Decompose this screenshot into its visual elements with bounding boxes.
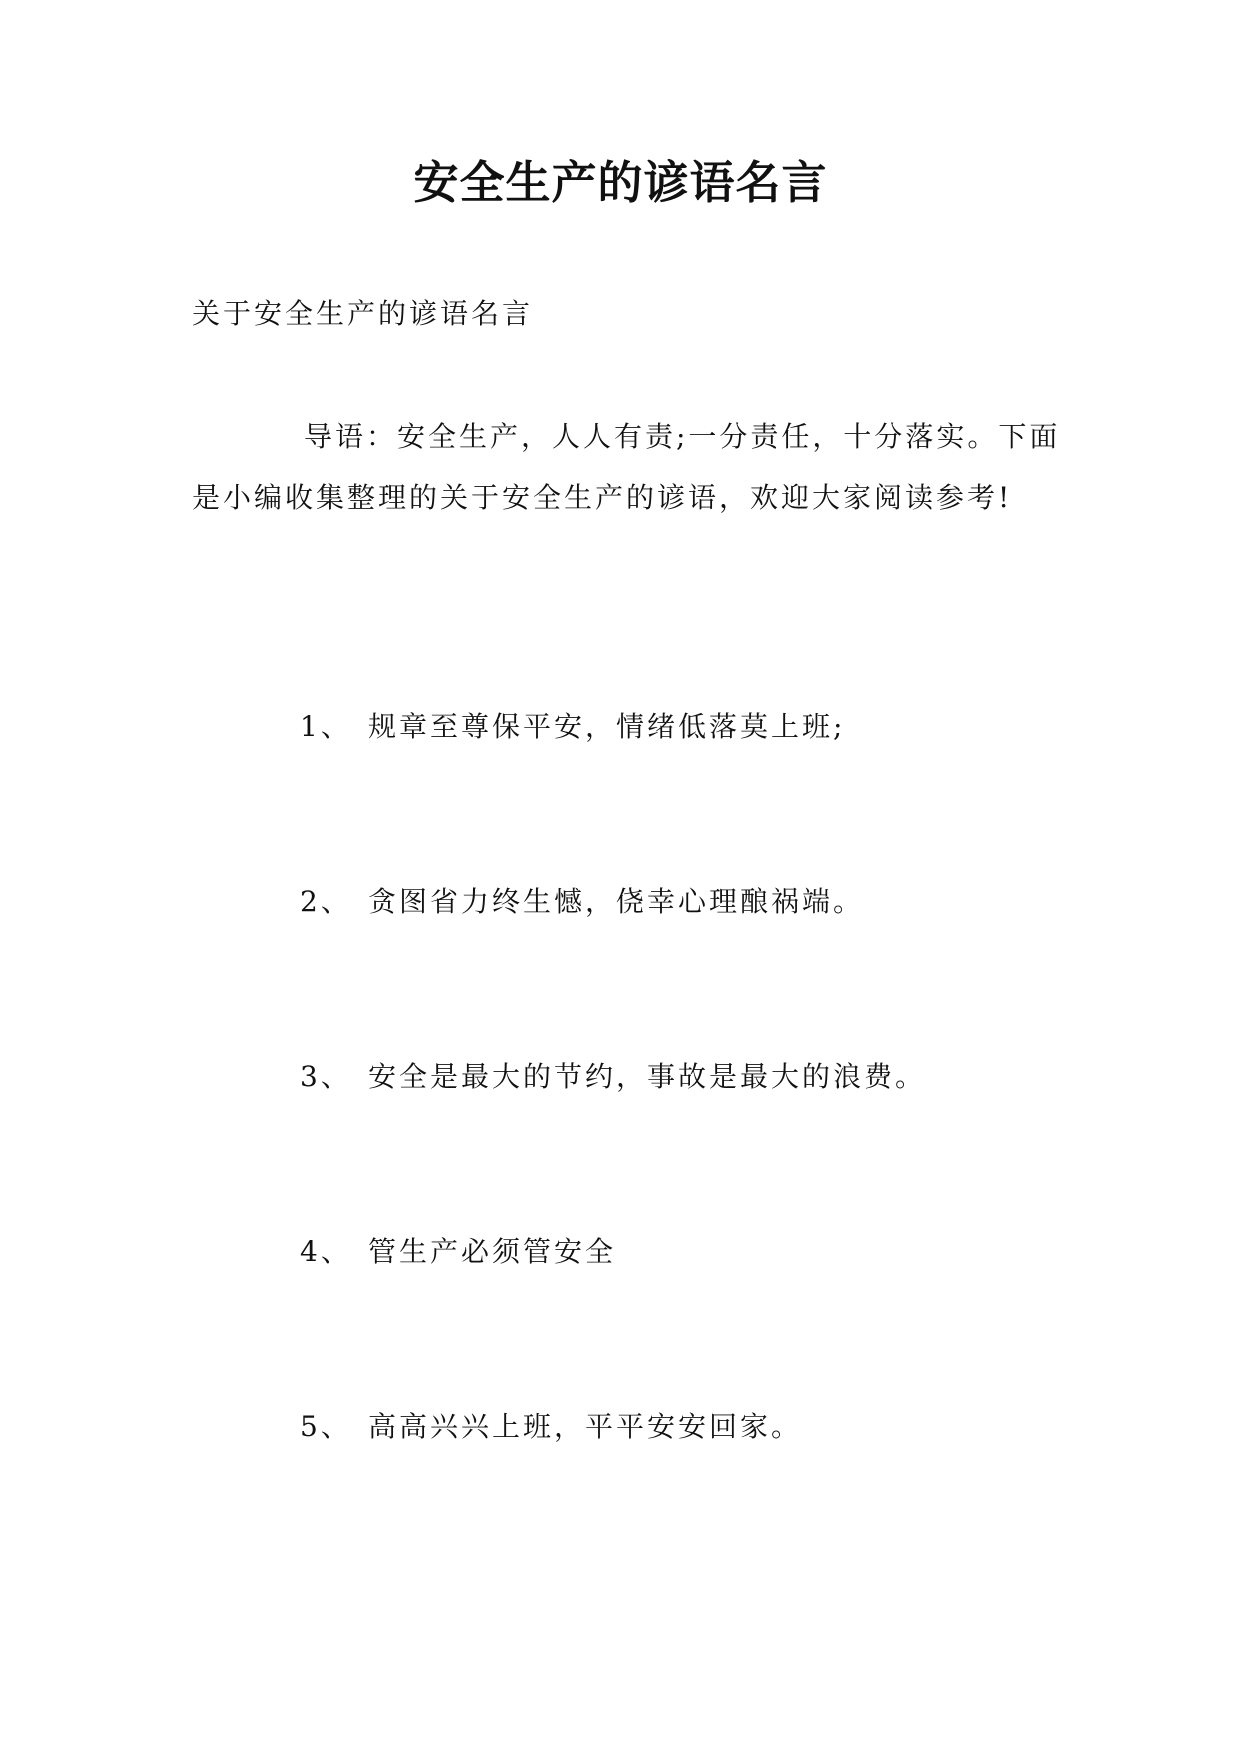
list-item <box>300 1230 616 1274</box>
list-item-number: 4、 <box>300 1235 352 1268</box>
list-item-text: 高高兴兴上班，平平安安回家。 <box>368 1410 803 1443</box>
list-item-number: 1、 <box>300 710 352 743</box>
page-title: 安全生产的谚语名言 <box>413 156 828 209</box>
list-item <box>300 880 864 924</box>
list-item-text: 管生产必须管安全 <box>368 1235 617 1268</box>
list-item-number: 5、 <box>300 1410 352 1443</box>
list-item-text: 规章至尊保平安，情绪低落莫上班; <box>368 710 846 743</box>
list-item-text: 贪图省力终生憾，侥幸心理酿祸端。 <box>368 885 865 918</box>
list-item-number: 2、 <box>300 885 352 918</box>
list-item-text: 安全是最大的节约，事故是最大的浪费。 <box>368 1060 927 1093</box>
list-item <box>300 1405 802 1449</box>
list-item-number: 3、 <box>300 1060 352 1093</box>
list-item <box>300 1055 926 1099</box>
list-item <box>300 705 845 749</box>
document-subtitle: 关于安全生产的谚语名言 <box>192 297 534 330</box>
intro-paragraph: 导语：安全生产，人人有责;一分责任，十分落实。下面是小编收集整理的关于安全生产的谚语，欢迎大家阅读参考! <box>192 420 1061 514</box>
